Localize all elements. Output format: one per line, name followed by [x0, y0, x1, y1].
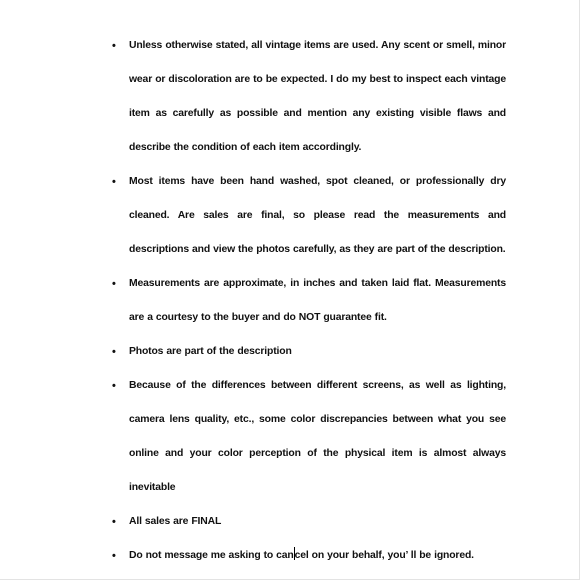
- bullet-icon: •: [112, 278, 116, 290]
- bullet-text[interactable]: Measurements are approximate, in inches and taken laid flat. Measurements are a courtesy to the buyer and do NOT guarantee fit.: [129, 278, 506, 323]
- bullet-text[interactable]: Photos are part of the description: [129, 346, 292, 357]
- bullet-icon: •: [112, 516, 116, 528]
- bullet-icon: •: [112, 346, 116, 358]
- list-item: [0, 335, 580, 369]
- bullet-icon: •: [112, 40, 116, 52]
- list-item: [0, 267, 580, 335]
- text-before-cursor: Do not message me asking to can: [129, 550, 294, 561]
- list-item: [0, 369, 580, 505]
- bullet-text[interactable]: Because of the differences between different screens, as well as lighting, camera lens quality, etc., some color discrepancies between what you see online and your color perception of the physical item is almost always inevitable: [129, 380, 506, 493]
- bullet-text[interactable]: Unless otherwise stated, all vintage items are used. Any scent or smell, minor wear or discoloration are to be expected. I do my best to inspect each vintage item as carefully as possible and mention any existing visible flaws and describe the condition of each item accordingly.: [129, 40, 506, 153]
- bullet-icon: •: [112, 176, 116, 188]
- bullet-text[interactable]: Most items have been hand washed, spot cleaned, or professionally dry cleaned. Are sales are final, so please read the measurements and descriptions and view the photos carefully, as they are part of the description.: [129, 176, 506, 255]
- bullet-icon: •: [112, 380, 116, 392]
- bullet-text[interactable]: [129, 539, 506, 573]
- list-item: [0, 505, 580, 539]
- list-item: [0, 165, 580, 267]
- text-after-cursor: cel on your behalf, you’ ll be ignored.: [294, 550, 474, 561]
- list-item: [0, 539, 580, 573]
- bullet-list: [0, 29, 580, 573]
- list-item: [0, 29, 580, 165]
- bullet-text[interactable]: All sales are FINAL: [129, 516, 222, 527]
- bullet-icon: •: [112, 550, 116, 562]
